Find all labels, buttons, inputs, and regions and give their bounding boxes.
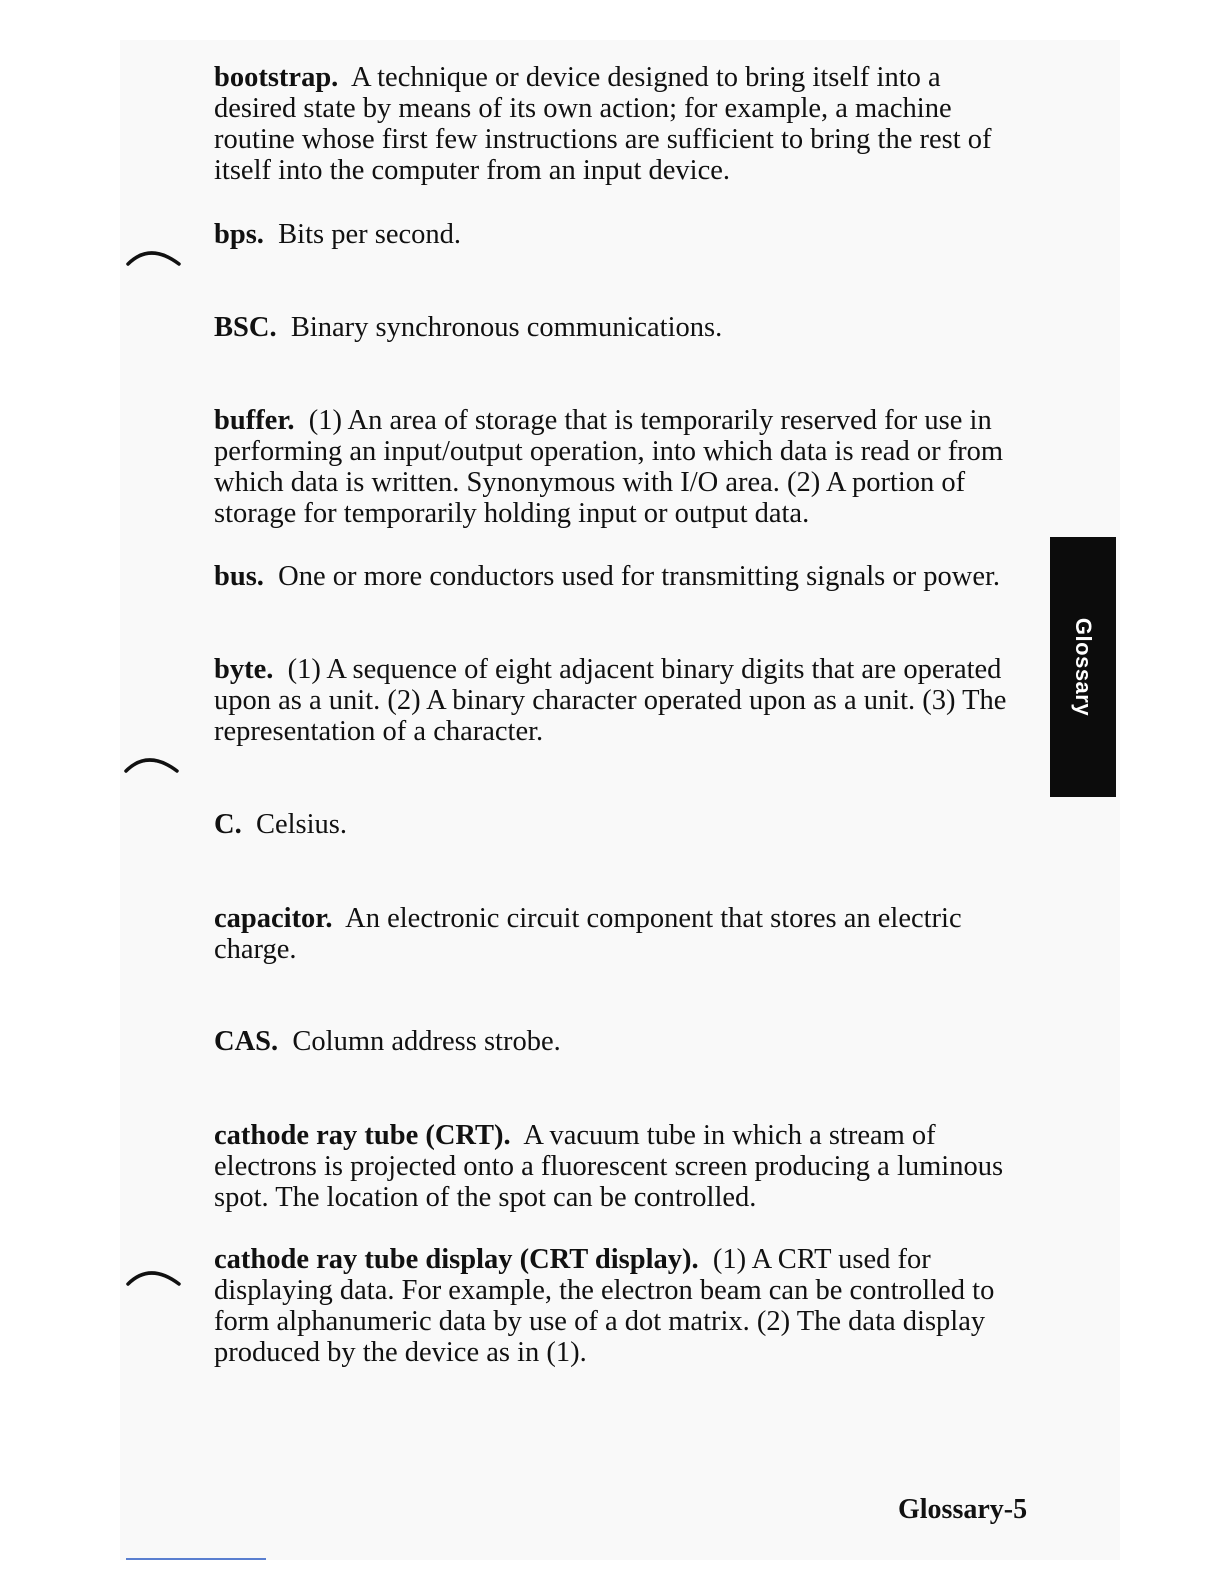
glossary-term: bps.	[214, 219, 264, 250]
glossary-definition: Binary synchronous communications.	[290, 312, 723, 343]
glossary-definition: A vacuum tube in which a stream of electrons is projected onto a fluorescent screen producing a luminous spot. The location of the spot can be controlled.	[214, 1120, 1004, 1213]
glossary-entry-capacitor	[214, 903, 1024, 965]
footer-rule	[126, 1558, 266, 1560]
glossary-entry-byte	[214, 654, 1024, 747]
glossary-term: byte.	[214, 654, 274, 685]
glossary-term: cathode ray tube display (CRT display).	[214, 1244, 699, 1275]
glossary-definition: A technique or device designed to bring itself into a desired state by means of its own action; for example, a machine routine whose first few instructions are sufficient to bring the rest of itself into the computer from an input device.	[214, 62, 992, 186]
glossary-entry-bsc	[214, 312, 1024, 343]
glossary-term: cathode ray tube (CRT).	[214, 1120, 511, 1151]
glossary-entry-crt-display	[214, 1244, 1024, 1368]
glossary-entry-cas	[214, 1026, 1024, 1057]
glossary-term: buffer.	[214, 405, 295, 436]
side-tab-label: Glossary	[1071, 617, 1096, 717]
glossary-entry-buffer	[214, 405, 1024, 529]
glossary-entry-crt	[214, 1120, 1024, 1213]
glossary-term: C.	[214, 809, 242, 840]
binder-hole-mark	[124, 244, 184, 270]
glossary-term: capacitor.	[214, 903, 333, 934]
glossary-definition: An electronic circuit component that stores an electric charge.	[214, 903, 962, 965]
glossary-term: BSC.	[214, 312, 277, 343]
section-side-tab	[1050, 537, 1116, 797]
glossary-entry-bus	[214, 561, 1024, 592]
glossary-entry-bootstrap	[214, 62, 1024, 186]
glossary-entry-bps	[214, 219, 1024, 250]
glossary-definition: One or more conductors used for transmitting signals or power.	[278, 561, 1001, 592]
glossary-term: bus.	[214, 561, 264, 592]
binder-hole-mark	[122, 751, 182, 777]
glossary-term: CAS.	[214, 1026, 279, 1057]
page-number: Glossary-5	[898, 1494, 1028, 1525]
glossary-entry-c	[214, 809, 1024, 840]
glossary-definition: Column address strobe.	[292, 1026, 561, 1057]
glossary-term: bootstrap.	[214, 62, 339, 93]
binder-hole-mark	[124, 1264, 184, 1290]
glossary-definition: (1) A CRT used for displaying data. For example, the electron beam can be controlled to form alphanumeric data by use of a dot matrix. (2) The data display produced by the device as in (1).	[214, 1244, 995, 1368]
glossary-definition: Celsius.	[255, 809, 348, 840]
glossary-definition: (1) A sequence of eight adjacent binary digits that are operated upon as a unit. (2) A binary character operated upon as a unit. (3) The representation of a character.	[214, 654, 1007, 747]
glossary-definition: Bits per second.	[278, 219, 462, 250]
glossary-definition: (1) An area of storage that is temporarily reserved for use in performing an input/output operation, into which data is read or from which data is written. Synonymous with I/O area. (2) A portion of storage for temporarily holding input or output data.	[214, 405, 1004, 529]
